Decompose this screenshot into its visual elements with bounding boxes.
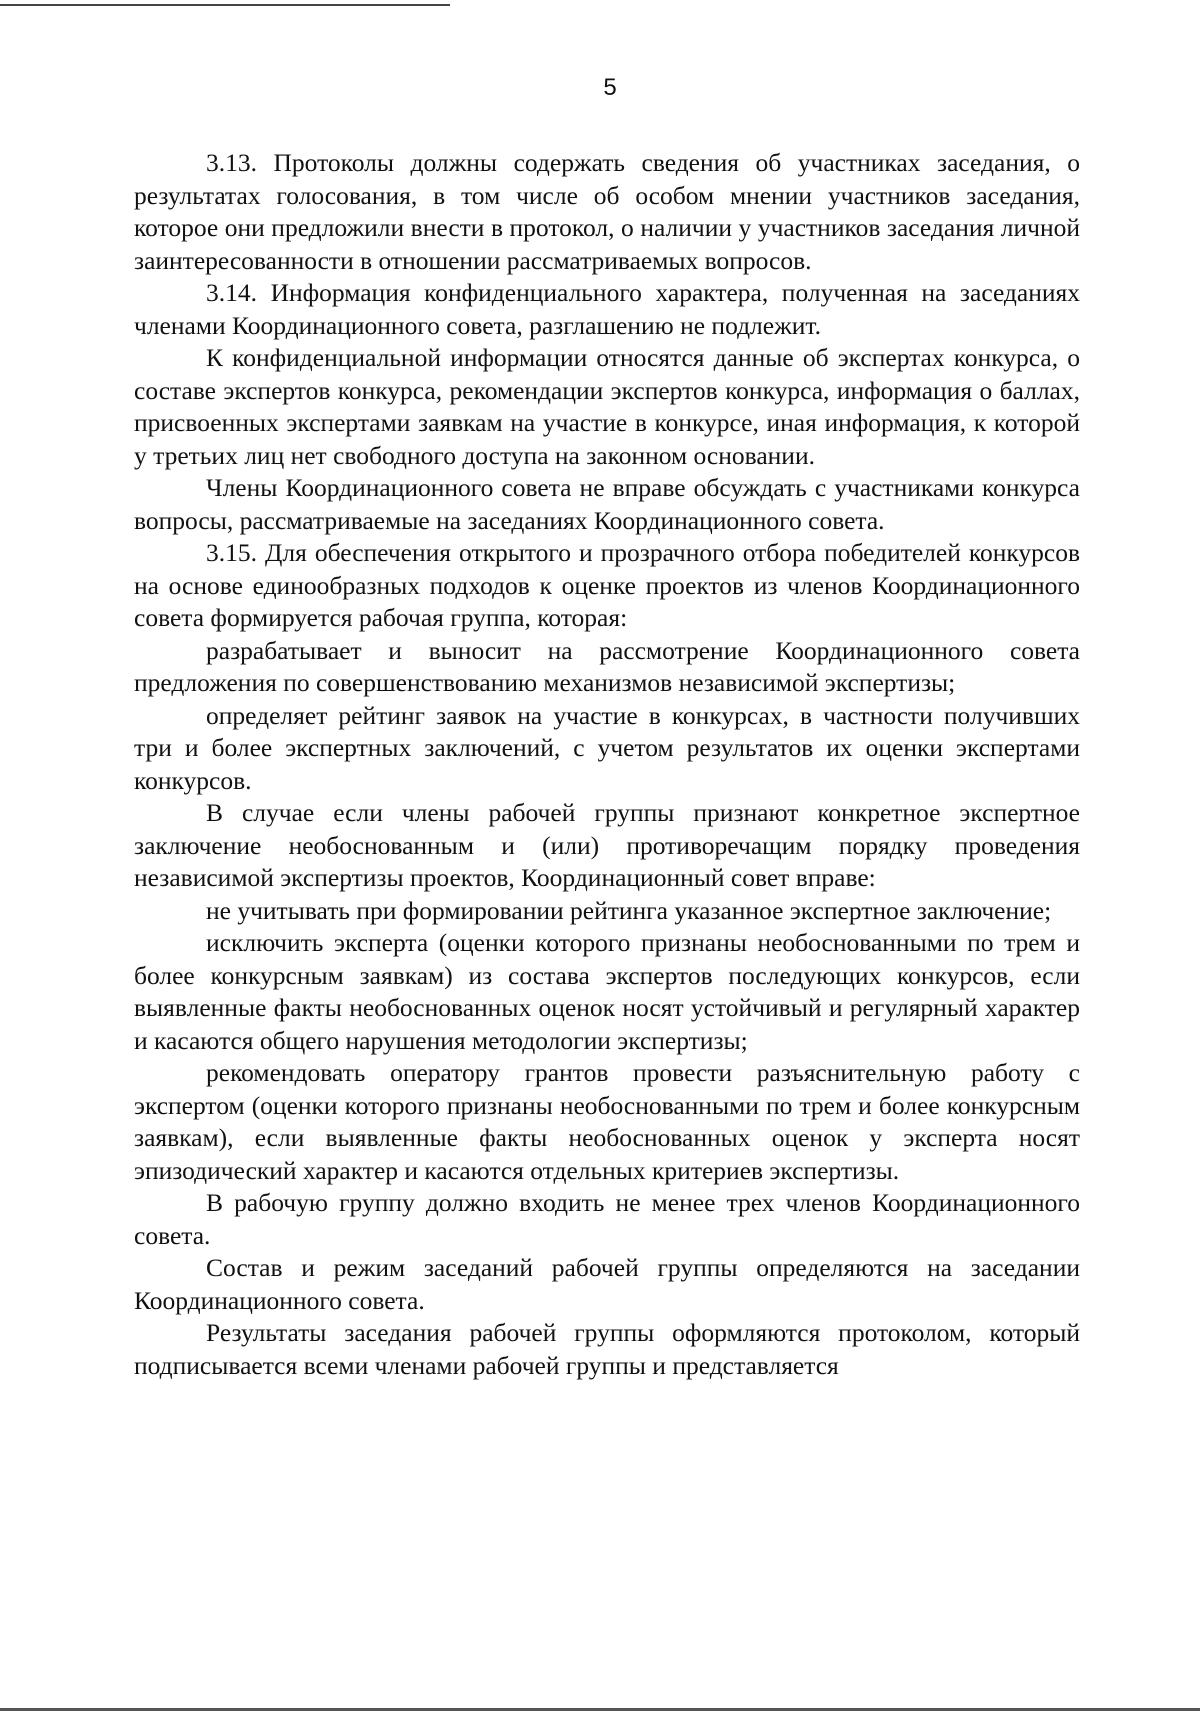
paragraph-exclude-expert: исключить эксперта (оценки которого признаны необоснованными по трем и более конкурсным заявкам) из состава экспертов последующих конкурсов, если выявленные факты необоснованных оценок носят устойчивый и регулярный характер и касаются общего нарушения методологии экспертизы;: [134, 928, 1080, 1055]
paragraph-confidential-info: К конфиденциальной информации относятся данные об экспертах конкурса, о составе экспертов конкурса, рекомендации экспертов конкурса, информация о баллах, присвоенных экспертами заявкам на участие в конкурсе, иная информация, к которой у третьих лиц нет свободного доступа на законном основании.: [134, 343, 1080, 470]
paragraph-members-restriction: Члены Координационного совета не вправе обсуждать с участниками конкурса вопросы, рассматриваемые на заседаниях Координационного совета.: [134, 473, 1080, 535]
paragraph-determines-rating: определяет рейтинг заявок на участие в конкурсах, в частности получивших три и более экспертных заключений, с учетом результатов их оценки экспертами конкурсов.: [134, 700, 1080, 795]
paragraph-group-results: Результаты заседания рабочей группы оформляются протоколом, который подписывается всеми членами рабочей группы и представляется: [134, 1318, 1080, 1380]
paragraph-unfounded-conclusion: В случае если члены рабочей группы признают конкретное экспертное заключение необоснованным и (или) противоречащим порядку проведения независимой экспертизы проектов, Координационный совет вправе:: [134, 798, 1080, 892]
paragraph-3-14: 3.14. Информация конфиденциального характера, полученная на заседаниях членами Координационного совета, разглашению не подлежит.: [134, 278, 1080, 340]
paragraph-group-composition: В рабочую группу должно входить не менее трех членов Координационного совета.: [134, 1188, 1080, 1250]
paragraph-recommend-operator: рекомендовать оператору грантов провести разъяснительную работу с экспертом (оценки которого признаны необоснованными по трем и более конкурсным заявкам), если выявленные факты необоснованных оценок у эксперта носят эпизодический характер и касаются отдельных критериев экспертизы.: [134, 1058, 1080, 1185]
page-number: 5: [603, 74, 617, 101]
paragraph-not-consider: не учитывать при формировании рейтинга указанное экспертное заключение;: [206, 895, 1052, 925]
paragraph-3-13: 3.13. Протоколы должны содержать сведения об участниках заседания, о результатах голосования, в том числе об особом мнении участников заседания, которое они предложили внести в протокол, о наличии у участников заседания личной заинтересованности в отношении рассматриваемых вопросов.: [134, 148, 1080, 275]
paragraph-group-regime: Состав и режим заседаний рабочей группы определяются на заседании Координационного совета.: [134, 1253, 1080, 1315]
paragraph-3-15: 3.15. Для обеспечения открытого и прозрачного отбора победителей конкурсов на основе единообразных подходов к оценке проектов из членов Координационного совета формируется рабочая группа, которая:: [134, 538, 1080, 632]
document-body: [134, 147, 1080, 1382]
scan-edge-bottom: [0, 1708, 1200, 1711]
paragraph-develops-proposals: разрабатывает и выносит на рассмотрение Координационного совета предложения по совершенствованию механизмов независимой экспертизы;: [134, 635, 1080, 697]
scan-edge-top: [0, 4, 450, 6]
